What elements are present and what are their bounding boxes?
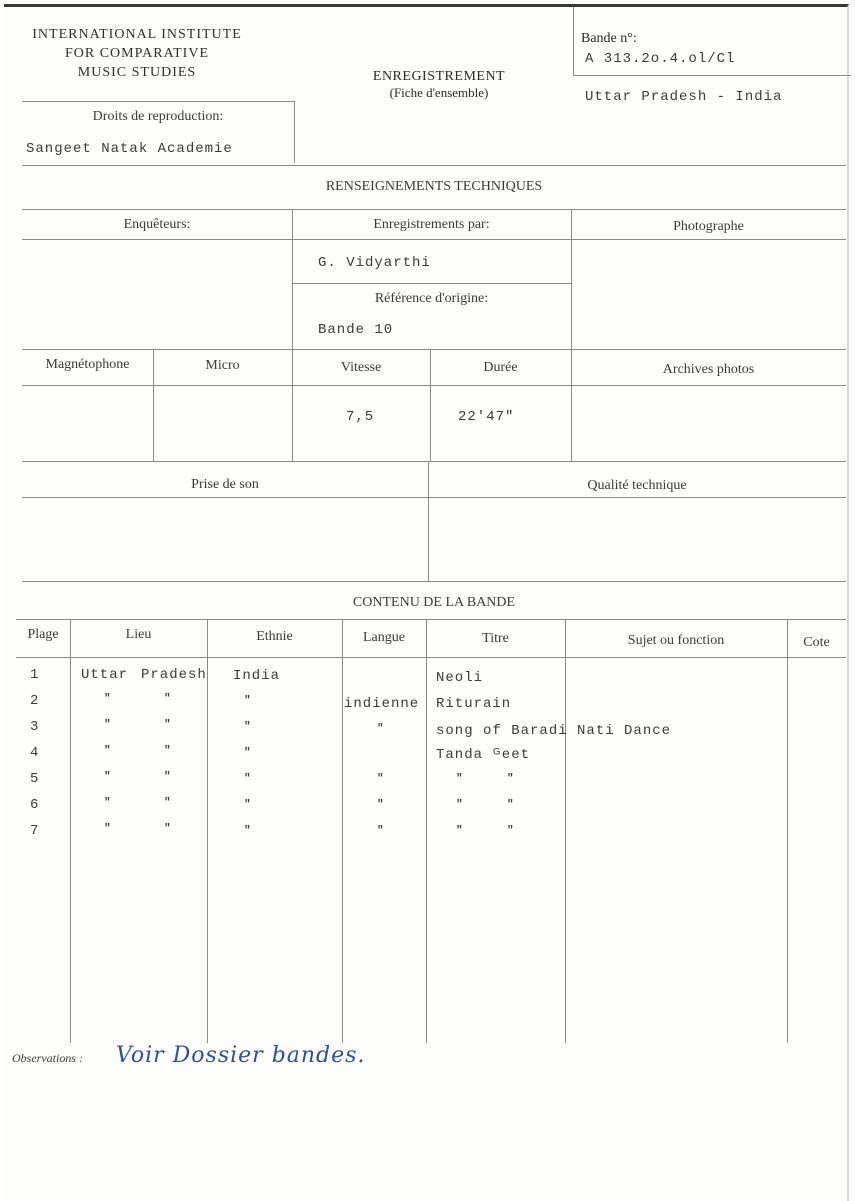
micro-label: Micro: [205, 358, 240, 373]
row-2-langue: indienne: [344, 696, 420, 712]
row-3-langue: ": [377, 723, 384, 735]
row-5-lieu-a: ": [104, 771, 111, 783]
droits-value: Sangeet Natak Academie: [26, 141, 233, 157]
enqueteurs-label: Enquêteurs:: [123, 217, 191, 232]
row-7-lieu-b: ": [164, 823, 171, 835]
row-3-lieu-a: ": [104, 719, 111, 731]
row-7-titre-b: ": [507, 825, 514, 837]
reference-value: Bande 10: [318, 322, 394, 338]
bande-region: Uttar Pradesh - India: [585, 89, 783, 105]
institute-name: [12, 25, 262, 82]
institute-line-2: FOR COMPARATIVE: [64, 46, 209, 61]
row-1-titre: Neoli: [436, 670, 484, 686]
record-sheet: [4, 4, 849, 1201]
row-3-ethnie: ": [244, 721, 251, 733]
row-4-lieu-a: ": [104, 745, 111, 757]
photographe-label: Photographe: [673, 219, 744, 234]
row-4-plage: 4: [30, 745, 40, 761]
institute-line-3: MUSIC STUDIES: [77, 65, 197, 80]
enregistrements-label: Enregistrements par:: [373, 217, 490, 232]
row-6-langue: ": [377, 799, 384, 811]
vitesse-label: Vitesse: [340, 360, 382, 375]
row-2-lieu-a: ": [104, 693, 111, 705]
row-6-ethnie: ": [244, 799, 251, 811]
row-6-titre-b: ": [507, 799, 514, 811]
row-2-titre: Riturain: [436, 696, 512, 712]
row-4-ethnie: ": [244, 747, 251, 759]
row-3-titre: song of Baradi Nati Dance: [436, 723, 672, 739]
magnetophone-label: Magnétophone: [45, 357, 130, 372]
col-header-langue: Langue: [363, 630, 405, 645]
row-1-ethnie: India: [233, 668, 281, 684]
row-5-plage: 5: [30, 771, 40, 787]
observations-label: Observations :: [12, 1051, 83, 1065]
institute-line-1: INTERNATIONAL INSTITUTE: [32, 27, 242, 42]
row-6-titre-a: ": [456, 799, 463, 811]
row-1-plage: 1: [30, 667, 40, 683]
row-5-lieu-b: ": [164, 771, 171, 783]
col-header-plage: Plage: [27, 627, 59, 642]
row-7-plage: 7: [30, 823, 40, 839]
duree-value: 22'47": [458, 409, 515, 425]
bande-number: A 313.2o.4.ol/Cl: [585, 51, 736, 67]
vitesse-value: 7,5: [346, 409, 375, 425]
observations-value: Voir Dossier bandes.: [116, 1043, 366, 1068]
form-title-main: ENREGISTREMENT: [372, 69, 506, 84]
row-1-lieu-a: Uttar: [81, 667, 129, 683]
col-header-titre: Titre: [482, 631, 509, 646]
duree-label: Durée: [483, 360, 518, 375]
qualite-technique-label: Qualité technique: [587, 478, 687, 493]
row-6-plage: 6: [30, 797, 40, 813]
col-header-sujet: Sujet ou fonction: [627, 633, 725, 648]
technique-section-title: RENSEIGNEMENTS TECHNIQUES: [325, 179, 543, 194]
row-2-plage: 2: [30, 693, 40, 709]
row-4-lieu-b: ": [164, 745, 171, 757]
row-5-ethnie: ": [244, 773, 251, 785]
archives-label: Archives photos: [662, 362, 755, 377]
row-7-langue: ": [377, 825, 384, 837]
row-6-lieu-b: ": [164, 797, 171, 809]
col-header-ethnie: Ethnie: [256, 629, 293, 644]
row-5-titre-b: ": [507, 773, 514, 785]
row-3-plage: 3: [30, 719, 40, 735]
row-1-lieu-b: Pradesh: [141, 667, 207, 683]
row-7-lieu-a: ": [104, 823, 111, 835]
contenu-section-title: CONTENU DE LA BANDE: [352, 595, 516, 610]
row-5-titre-a: ": [456, 773, 463, 785]
bande-label: Bande n°:: [581, 31, 637, 46]
row-2-ethnie: ": [244, 695, 251, 707]
col-header-cote: Cote: [803, 635, 830, 650]
enregistrements-value: G. Vidyarthi: [318, 255, 431, 271]
form-title: [344, 69, 534, 101]
reference-label: Référence d'origine:: [374, 291, 489, 306]
row-3-lieu-b: ": [164, 719, 171, 731]
prise-de-son-label: Prise de son: [191, 477, 259, 492]
row-7-titre-a: ": [456, 825, 463, 837]
col-header-lieu: Lieu: [125, 627, 152, 642]
row-6-lieu-a: ": [104, 797, 111, 809]
row-7-ethnie: ": [244, 825, 251, 837]
row-2-lieu-b: ": [164, 693, 171, 705]
droits-label: Droits de reproduction:: [92, 109, 224, 124]
row-5-langue: ": [377, 773, 384, 785]
form-title-sub: (Fiche d'ensemble): [389, 85, 489, 100]
row-4-titre: Tanda ᴳeet: [436, 747, 531, 763]
